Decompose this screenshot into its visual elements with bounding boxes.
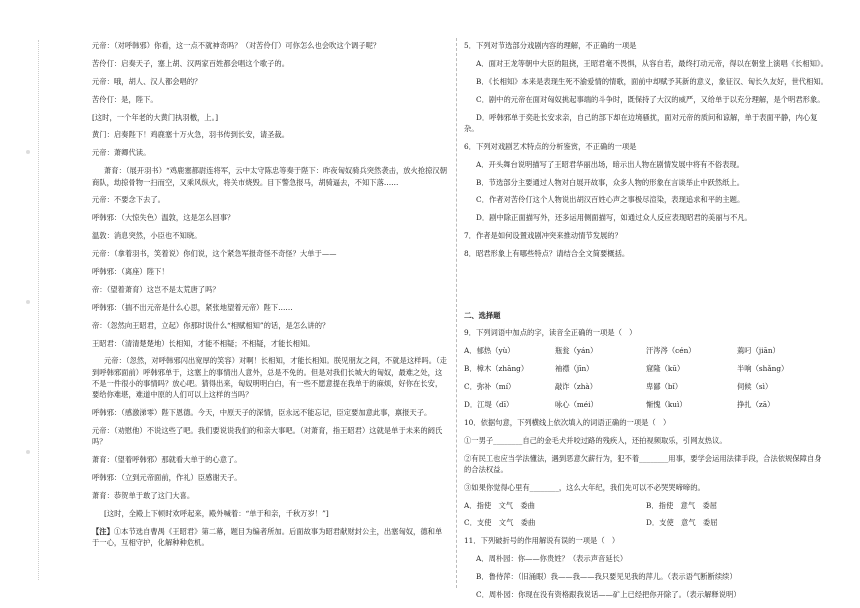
dialogue-line: 元帝：（拿着羽书，笑着说）你们说，这个紧急军报奇怪不奇怪？大单于——	[92, 249, 337, 259]
section-title: 二、选择题	[464, 310, 501, 320]
option-item: D．支使 意气 委屈	[646, 518, 718, 528]
dialogue-line: 黄门：启奏陛下！鸡鹿塞十万火急，羽书传到长安，请圣裁。	[92, 130, 290, 140]
option-row	[464, 363, 828, 374]
dialogue-line: 元帝：萧卿代读。	[92, 148, 151, 158]
question-stem: 7．作者是如何设置戏剧冲突来推动情节发展的？	[464, 231, 622, 241]
dialogue-line: 呼韩邪：（大惊失色）温敦，这是怎么回事？	[92, 213, 235, 223]
option-item: 半响（shǎng）	[737, 364, 789, 374]
answer-option: B．节选部分主要通过人物对白展开故事，众多人物的形象在言谈举止中跃然纸上。	[476, 177, 745, 187]
answer-option: D．呼韩邪单于奕赴长安求亲，自己的部下却在边境骚扰，面对元帝的质问和谅解，单于表面平静，内心复杂。	[464, 112, 818, 133]
option-item: B．指使 意气 委屈	[646, 500, 718, 510]
sentence-line: ①一男子________自己的金毛犬并咬过路的残疾人，还拍视频取乐，引网友热议。	[464, 435, 727, 445]
left-column	[92, 40, 448, 555]
column-divider	[456, 38, 457, 588]
binding-margin	[18, 40, 39, 580]
question-stem: 8．昭君形象上有哪些特点？请结合全文简要概括。	[464, 249, 630, 259]
sentence-line: ③如果你觉得心里有________，这么大年纪，我们先可以不必哭哭啼啼的。	[464, 482, 705, 492]
option-row	[464, 345, 828, 356]
option-item: D．江堤（dī）	[464, 399, 514, 409]
question-9-options	[464, 345, 828, 410]
dialogue-line: 萧育：（望着呼韩邪）那就看大单于的心意了。	[92, 455, 242, 465]
option-row	[464, 500, 828, 511]
option-item: 汗涔涔（cén）	[646, 346, 696, 356]
option-item: 敲诈（zhà）	[555, 381, 598, 391]
option-item: 惭愧（kuì）	[646, 399, 687, 409]
option-item: 窟隆（kū）	[646, 364, 685, 374]
option-item: 挣扎（zā）	[737, 399, 775, 409]
option-item: C．弥补（mí）	[464, 381, 516, 391]
option-row	[464, 517, 828, 528]
option-item: 卑鄙（bǐ）	[646, 381, 683, 391]
answer-option: B．《长相知》本来是表现生死不渝爱情的情歌，面前中却赋予其新的意义，象征汉、匈长久友好，世代相知。	[476, 76, 828, 86]
dialogue-line: 萧育：恭贺单于敢了这门大喜。	[92, 491, 195, 501]
dialogue-line: 王昭君：（清清楚楚地）长相知，才能不相疑；不相疑，才能长相知。	[92, 338, 315, 348]
option-item: 伺候（sì）	[737, 381, 773, 391]
answer-option: A．面对王龙等朝中大臣的阻挠，王昭君毫不畏惧，从容自若，最终打动元帝，得以在朝堂上演唱《长相知》。	[476, 58, 828, 68]
option-item: A．指使 文气 委曲	[464, 500, 535, 510]
question-11-options	[464, 553, 828, 600]
question-stem: 6．下列对戏剧艺术特点的分析鉴赏，不正确的一项是	[464, 141, 637, 151]
option-item: 袖襟（jīn）	[555, 364, 594, 374]
binding-hole	[26, 450, 30, 454]
option-item: 咏心（méi）	[555, 399, 598, 409]
dialogue-line: [这时，全殿上下顿时欢呼起来，殿外喊着：“单于和亲，千秋万岁！”]	[104, 508, 329, 518]
dialogue-line: 萧育：（展开羽书）“鸡鹿塞都尉连将军，云中太守陈忠等奏于陛下：昨夜匈奴骑兵突然袭击，放火抢掠汉朝商队，劫掠骨物一扫而空，又乘风纵火，将关市烧毁。目下警急报马，胡骑逼去，不知下落……	[92, 166, 448, 187]
dialogue-line: 苦伶仃：是，陛下。	[92, 94, 158, 104]
option-item: 蔫叼（jiān）	[737, 346, 780, 356]
option-row	[464, 399, 828, 410]
answer-option: B．鲁侍萍：（旧涌眼）我——我——我只要见见我的萍儿。（表示语气断断续续）	[476, 572, 737, 582]
question-11: 11．下列破折号的作用解说有误的一项是（ ）	[464, 536, 620, 546]
dialogue-line: 呼韩邪：（感激涕零）陛下恩德。今天，中原天子的深情，臣永远不能忘记，臣定要加意此事，禀报天子。	[92, 408, 432, 418]
dialogue-line: 呼韩邪：（离座）陛下！	[92, 266, 169, 276]
answer-option: C．剧中的元帝在面对匈奴挑起事端的斗争时，既保持了大汉的威严，又给单于以充分理解，是个明君形象。	[476, 94, 825, 104]
reading-questions	[464, 40, 828, 259]
binding-hole	[26, 300, 30, 304]
dialogue-line: 帝：（忽然向王昭君，立起）你那时说什么“相赋相知”的话，是怎么讲的？	[92, 320, 330, 330]
footnote-text: ①本节选自曹禺《王昭君》第二幕，题目为编者所加。后面故事为昭君献财封公主，出塞匈奴，德和单于一心，互相守护，化解种种危机。	[92, 526, 443, 548]
script-excerpt	[92, 40, 448, 519]
dialogue-line: 元帝：（忽然，对呼韩邪闪出宽厚的笑容）对啊！长相知，才能长相知。朕见朋友之间，不就是这样吗。（走到呼韩邪面前）呼韩邪单于，这塞上的事情出人意外，总是不免的。但是对我们长城大的匈奴，最难之处，这不是一件很小的事情吗？放心吧。猜得出来，匈奴明明白白，有一些不愿意提在我单于的麻烦，好你在长安，要给你难堪，难道中原的人们可以上这样的当吗？	[92, 356, 447, 400]
option-row	[464, 381, 828, 392]
footnote-label: 【注】	[92, 526, 114, 536]
dialogue-line: 温敦：消息突然，小臣也不知晓。	[92, 231, 202, 241]
right-column	[464, 40, 828, 607]
dialogue-line: 元帝：不要念下去了。	[92, 195, 165, 205]
dialogue-line: 帝：（望着萧育）这岂不是太荒唐了吗？	[92, 284, 220, 294]
question-stem: 5．下列对节选部分戏剧内容的理解，不正确的一项是	[464, 41, 637, 50]
answer-space	[464, 266, 828, 310]
dialogue-line: 元帝：（劝慰他）不说这些了吧。我们要说说我们的和亲大事吧。（对萧育，指王昭君）这就是单于未来的阏氏吗？	[92, 426, 443, 447]
dialogue-line: 苦伶仃：启奏天子，塞上胡、汉两家百姓都会唱这个歌子的。	[92, 58, 290, 68]
binding-hole	[26, 150, 30, 154]
sentence-line: ②有民工也应当学法懂法，遇到恶意欠薪行为，犯不着________用事，要学会运用法律手段，合法依规保障自身的合法权益。	[464, 453, 822, 474]
answer-option: A．周朴园：你——你贵姓？（表示声音延长）	[476, 554, 628, 564]
option-item: B．樟木（zhāng）	[464, 364, 529, 374]
question-10-sentences	[464, 435, 828, 493]
answer-option: A．开头舞台说明描写了王昭君华丽出场，暗示出人物在剧情发展中将有不俗表现。	[476, 159, 744, 169]
option-item: C．支使 文气 委曲	[464, 518, 536, 528]
answer-option: C．周朴园：你现在没有资格跟我说话——矿上已经把你开除了。（表示解释说明）	[476, 590, 741, 600]
question-10: 10．依据句意，下列横线上依次填入的词语正确的一项是（ ）	[464, 417, 671, 427]
dialogue-line: [这时，一个年老的大黄门执羽檄，上。]	[92, 112, 219, 122]
answer-option: D．剧中除正面描写外，还多运用侧面描写，如通过众人反应表现昭君的美丽与不凡。	[476, 213, 752, 223]
option-item: A．郁热（yù）	[464, 346, 515, 356]
dialogue-line: 呼韩邪：（立到元帝面前，作礼）臣感谢天子。	[92, 473, 242, 483]
footnote	[92, 526, 448, 549]
answer-option: C．作者对苦伶仃这个人物说出胡汉百姓心声之事极尽渲染，表现追求和平的主题。	[476, 195, 745, 205]
dialogue-line: 元帝：（对呼韩邪）你看，这一点不就神奇吗？（对苦伶仃）可你怎么也会吹这个调子呢？	[92, 41, 381, 50]
dialogue-line: 元帝：哦，胡人、汉人都会唱的？	[92, 76, 202, 86]
dialogue-line: 呼韩邪：（揣不出元帝是什么心思，紧张地望着元帝）陛下……	[92, 302, 293, 312]
question-9: 9．下列词语中加点的字，读音全正确的一项是（ ）	[464, 328, 637, 338]
question-10-options	[464, 500, 828, 529]
option-item: 瓶瓮（yán）	[555, 346, 598, 356]
